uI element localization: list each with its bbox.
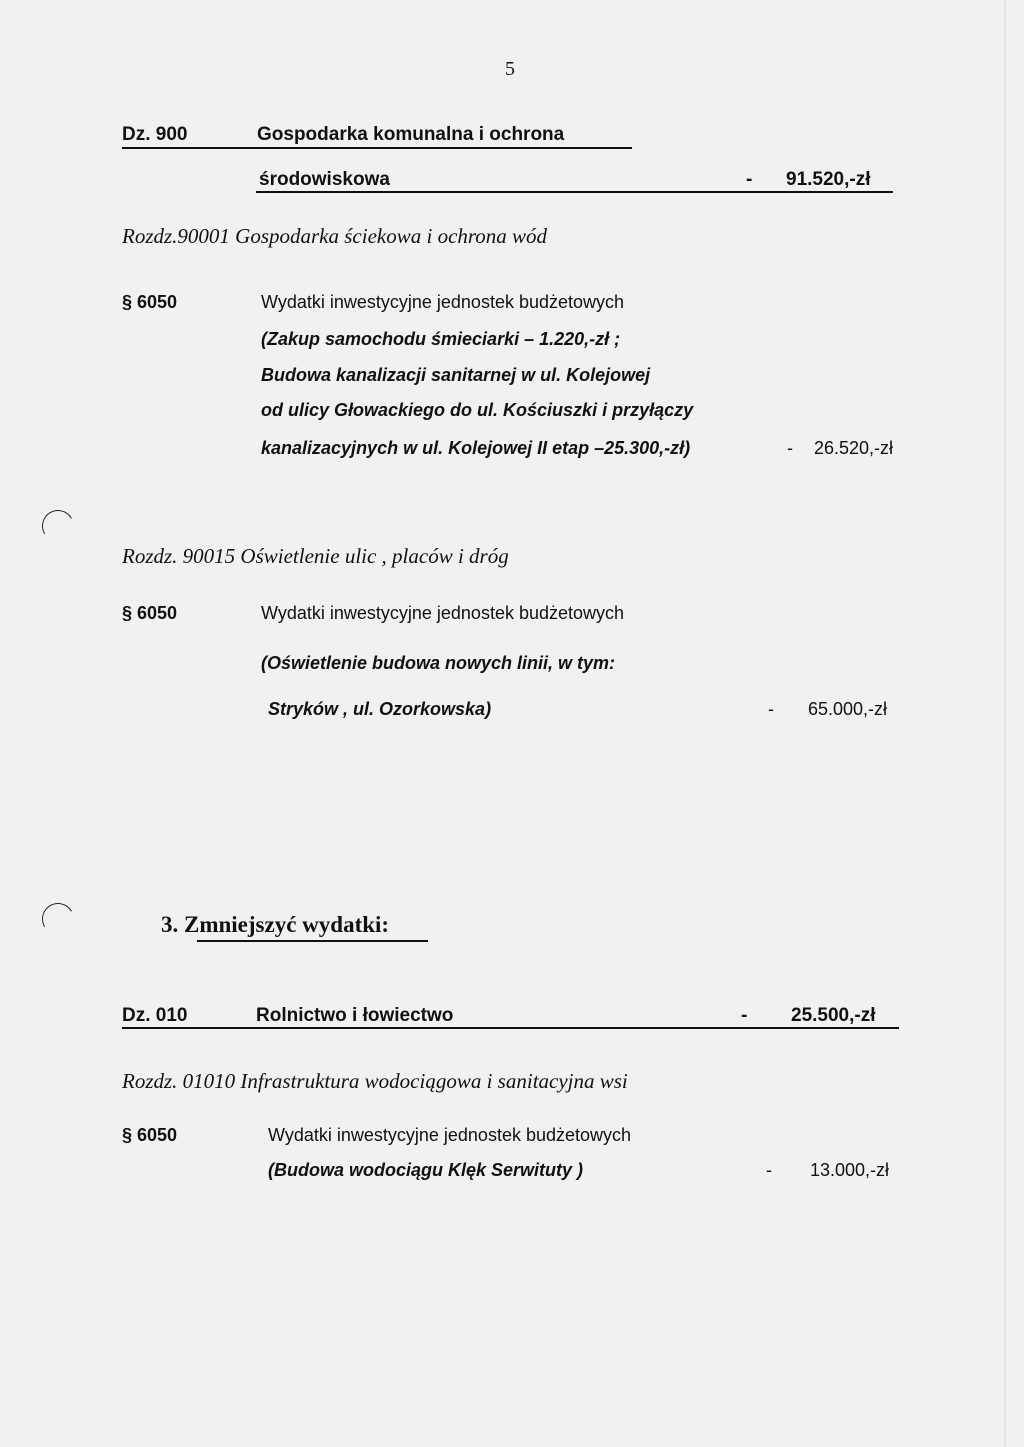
detail-line: Stryków , ul. Ozorkowska) bbox=[268, 699, 492, 719]
section-amount: 91.520,-zł bbox=[786, 169, 871, 190]
section-number: Dz. 010 bbox=[122, 1005, 188, 1026]
item-dash: - bbox=[787, 438, 793, 458]
subsection-title: Rozdz.90001 Gospodarka ściekowa i ochrona wód bbox=[122, 224, 548, 248]
section-number: Dz. 900 bbox=[122, 124, 188, 145]
section-dash: - bbox=[746, 169, 753, 190]
underline bbox=[122, 147, 632, 149]
section-title-line1: Gospodarka komunalna i ochrona bbox=[257, 124, 565, 145]
expense-description: Wydatki inwestycyjne jednostek budżetowych bbox=[261, 603, 625, 623]
punch-hole-mark bbox=[38, 899, 77, 938]
detail-line: Budowa kanalizacji sanitarnej w ul. Kolejowej bbox=[261, 365, 651, 385]
detail-line: od ulicy Głowackiego do ul. Kościuszki i przyłączy bbox=[261, 400, 694, 420]
underline bbox=[256, 191, 893, 193]
section-heading-text: 3. Zmniejszyć wydatki: bbox=[161, 912, 390, 937]
item-amount: 13.000,-zł bbox=[810, 1160, 890, 1180]
item-dash: - bbox=[766, 1160, 772, 1180]
subsection-title: Rozdz. 01010 Infrastruktura wodociągowa i sanitacyjna wsi bbox=[122, 1069, 628, 1093]
underline bbox=[122, 1027, 899, 1029]
subsection-title: Rozdz. 90015 Oświetlenie ulic , placów i dróg bbox=[122, 544, 509, 568]
detail-line: kanalizacyjnych w ul. Kolejowej II etap –25.300,-zł) bbox=[261, 438, 691, 458]
page-number: 5 bbox=[505, 58, 515, 80]
section-heading bbox=[161, 912, 389, 938]
detail-line: (Zakup samochodu śmieciarki – 1.220,-zł ; bbox=[261, 329, 621, 349]
punch-hole-mark bbox=[38, 506, 77, 545]
scan-edge bbox=[1004, 0, 1006, 1447]
expense-description: Wydatki inwestycyjne jednostek budżetowych bbox=[268, 1125, 632, 1145]
paragraph-code: § 6050 bbox=[122, 292, 178, 312]
section-amount: 25.500,-zł bbox=[791, 1005, 876, 1026]
underline bbox=[197, 940, 428, 942]
paragraph-code: § 6050 bbox=[122, 603, 178, 623]
item-amount: 26.520,-zł bbox=[814, 438, 894, 458]
expense-description: Wydatki inwestycyjne jednostek budżetowych bbox=[261, 292, 625, 312]
detail-line: (Oświetlenie budowa nowych linii, w tym: bbox=[261, 653, 616, 673]
item-amount: 65.000,-zł bbox=[808, 699, 888, 719]
section-title-line2: środowiskowa bbox=[259, 169, 390, 190]
detail-line: (Budowa wodociągu Klęk Serwituty ) bbox=[268, 1160, 584, 1180]
item-dash: - bbox=[768, 699, 774, 719]
section-dash: - bbox=[741, 1005, 748, 1026]
paragraph-code: § 6050 bbox=[122, 1125, 178, 1145]
section-title: Rolnictwo i łowiectwo bbox=[256, 1005, 454, 1026]
